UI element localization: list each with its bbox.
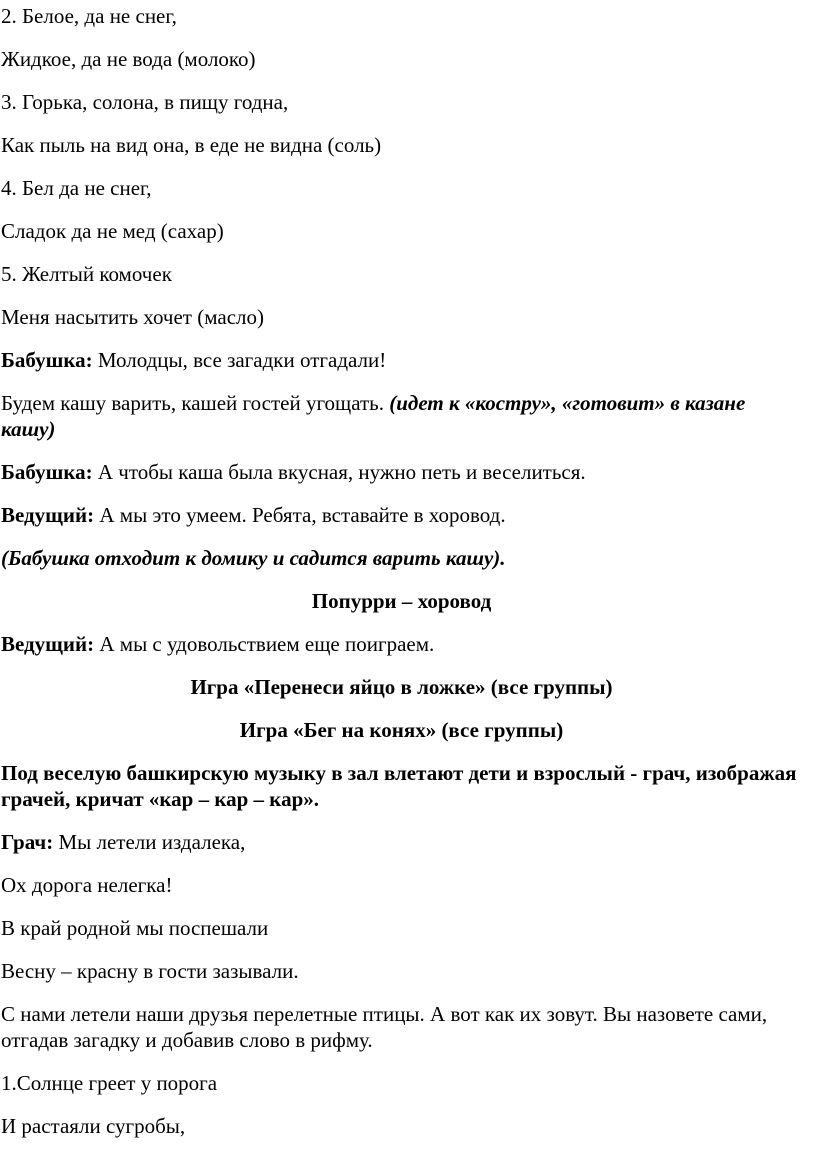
- speaker-name: Ведущий:: [1, 503, 95, 527]
- paragraph: [1, 1001, 802, 1053]
- stage-direction: Под веселую башкирскую музыку в зал влетают дети и взрослый - грач, изображая грачей, кричат «кар – кар – кар».: [1, 761, 797, 811]
- speaker-name: Грач:: [1, 830, 54, 854]
- heading-text: Игра «Бег на конях» (все группы): [239, 718, 564, 742]
- riddle-text: И растаяли сугробы,: [1, 1114, 186, 1138]
- bold-paragraph: [1, 760, 802, 812]
- stage-direction: (Бабушка отходит к домику и садится варить кашу).: [1, 546, 506, 570]
- section-heading: [1, 588, 802, 614]
- verse-line: [1, 872, 802, 898]
- riddle-line: [1, 46, 802, 72]
- heading-text: Попурри – хоровод: [311, 589, 492, 613]
- riddle-text: 3. Горька, солона, в пищу годна,: [1, 90, 289, 114]
- riddle-line: [1, 175, 802, 201]
- riddle-line: [1, 132, 802, 158]
- dialogue-text: А мы с удовольствием еще поиграем.: [94, 632, 435, 656]
- stage-direction-line: [1, 545, 802, 571]
- stage-direction: (идет к «костру», «готовит» в казане кашу): [1, 391, 746, 441]
- dialogue-line: [1, 829, 802, 855]
- section-heading: [1, 717, 802, 743]
- section-heading: [1, 674, 802, 700]
- riddle-text: 5. Желтый комочек: [1, 262, 172, 286]
- paragraph-text: С нами летели наши друзья перелетные птицы. А вот как их зовут. Вы назовете сами, отгадав загадку и добавив слово в рифму.: [1, 1002, 768, 1052]
- dialogue-text: Будем кашу варить, кашей гостей угощать.: [1, 391, 390, 415]
- speaker-name: Бабушка:: [1, 460, 93, 484]
- riddle-line: [1, 89, 802, 115]
- dialogue-line: [1, 347, 802, 373]
- speaker-name: Бабушка:: [1, 348, 93, 372]
- riddle-text: 4. Бел да не снег,: [1, 176, 152, 200]
- heading-text: Игра «Перенеси яйцо в ложке» (все группы): [190, 675, 613, 699]
- riddle-text: 2. Белое, да не снег,: [1, 4, 177, 28]
- verse-text: Ох дорога нелегка!: [1, 873, 173, 897]
- dialogue-line: [1, 502, 802, 528]
- dialogue-text: А мы это умеем. Ребята, вставайте в хоровод.: [94, 503, 506, 527]
- verse-line: [1, 915, 802, 941]
- riddle-line: [1, 1070, 802, 1096]
- riddle-line: [1, 218, 802, 244]
- speaker-name: Ведущий:: [1, 632, 95, 656]
- riddle-text: Жидкое, да не вода (молоко): [1, 47, 256, 71]
- riddle-line: [1, 261, 802, 287]
- dialogue-text: Мы летели издалека,: [53, 830, 246, 854]
- riddle-text: Как пыль на вид она, в еде не видна (соль): [1, 133, 382, 157]
- riddle-text: 1.Солнце греет у порога: [1, 1071, 218, 1095]
- riddle-text: Сладок да не мед (сахар): [1, 219, 224, 243]
- verse-text: В край родной мы поспешали: [1, 916, 269, 940]
- dialogue-line: [1, 631, 802, 657]
- riddle-line: [1, 3, 802, 29]
- dialogue-text: А чтобы каша была вкусная, нужно петь и веселиться.: [92, 460, 586, 484]
- riddle-line: [1, 1113, 802, 1139]
- verse-text: Весну – красну в гости зазывали.: [1, 959, 299, 983]
- riddle-text: Меня насытить хочет (масло): [1, 305, 264, 329]
- dialogue-text: Молодцы, все загадки отгадали!: [92, 348, 387, 372]
- verse-line: [1, 958, 802, 984]
- riddle-line: [1, 304, 802, 330]
- dialogue-line: [1, 459, 802, 485]
- dialogue-line: [1, 390, 802, 442]
